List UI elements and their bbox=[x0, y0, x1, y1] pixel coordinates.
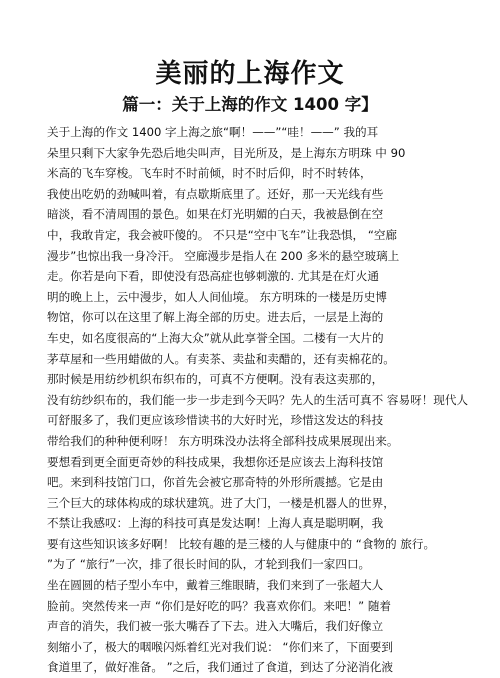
document-title: 美丽的上海作文 bbox=[155, 59, 345, 89]
body-line: 那时候是用纺纱机织布织布的，可真不方便啊。没有表这卖那的， bbox=[47, 372, 384, 387]
body-line: 食道里了，做好准备。 ”之后，我们通过了食道，到达了分泌消化液 bbox=[47, 660, 393, 675]
body-line: 三个巨大的球体构成的球状建筑。进了大门，一楼是机器人的世界， bbox=[47, 495, 395, 510]
document-subtitle: 篇一：关于上海的作文 1400 字】 bbox=[122, 95, 378, 114]
body-line: ”为了 “旅行”一次，排了很长时间的队，才轮到我们一家四口。 bbox=[47, 557, 371, 572]
body-line: 米高的飞车穿梭。飞车时不时前倾，时不时后仰，时不时转体， bbox=[47, 166, 372, 181]
body-line: 我使出吃奶的劲喊叫着，有点歇斯底里了。还好，那一天光线有些 bbox=[47, 186, 384, 201]
body-line: 暗淡，看不清周围的景色。如果在灯光明媚的白天，我被悬倒在空 bbox=[47, 207, 384, 222]
body-line: 不禁让我感叹：上海的科技可真是发达啊！上海人真是聪明啊，我 bbox=[47, 516, 384, 531]
body-line: 可舒服多了，我们更应该珍惜读书的大好时光，珍惜这发达的科技 bbox=[47, 413, 384, 428]
body-line: 朵里只剩下大家争先恐后地尖叫声，目光所及，是上海东方明珠 中 90 bbox=[47, 145, 406, 160]
body-line: 漫步”也惊出我一身冷汗。 空廊漫步是指人在 200 多米的悬空玻璃上 bbox=[47, 248, 400, 263]
body-line: 要有这些知识该多好啊！ 比较有趣的是三楼的人与健康中的 “食物的 旅行。 bbox=[47, 536, 436, 551]
body-line: 关于上海的作文 1400 字上海之旅“啊！——”“哇！——” 我的耳 bbox=[47, 125, 379, 139]
body-line: 物馆，你可以在这里了解上海全部的历史。进去后，一层是上海的 bbox=[47, 310, 384, 325]
body-line: 声音的消失，我们被一张大嘴吞了下去。进入大嘴后，我们好像立 bbox=[47, 619, 384, 634]
document-body bbox=[47, 122, 487, 678]
body-line: 明的晚上上，云中漫步，如人人间仙境。 东方明珠的一楼是历史博 bbox=[47, 289, 387, 304]
body-line: 中，我敢肯定，我会被吓傻的。 不只是“空中飞车”让我恐惧， “空廊 bbox=[47, 227, 398, 242]
body-line: 茅草屋和一些用蜡做的人。有卖茶、卖盐和卖醋的，还有卖棉花的。 bbox=[47, 351, 395, 366]
body-line: 吧。来到科技馆门口，你首先会被它那奇特的外形所震撼。它是由 bbox=[47, 475, 384, 490]
body-line: 刻缩小了，极大的咽喉闪烁着红光对我们说： “你们来了，下面要到 bbox=[47, 639, 393, 654]
body-line: 坐在圆圆的桔子型小车中，戴着三维眼睛，我们来到了一张超大人 bbox=[47, 578, 384, 593]
body-line: 没有纺纱织布的，我们能一步一步走到今天吗？先人的生活可真不 容易呀！现代人 bbox=[47, 392, 469, 407]
body-line: 要想看到更全面更奇妙的科技成果，我想你还是应该去上海科技馆 bbox=[47, 454, 384, 469]
body-line: 车史，如名度很高的“上海大众”就从此享誉全国。二楼有一大片的 bbox=[47, 330, 384, 345]
body-line: 走。你若是向下看，即使没有恐高症也够刺激的. 尤其是在灯火通 bbox=[47, 269, 379, 284]
body-line: 带给我们的种种便利呀！ 东方明珠没办法将全部科技成果展现出来。 bbox=[47, 433, 399, 448]
body-line: 脸前。突然传来一声 “你们是好吃的吗？我喜欢你们。来吧！” 随着 bbox=[47, 598, 392, 613]
